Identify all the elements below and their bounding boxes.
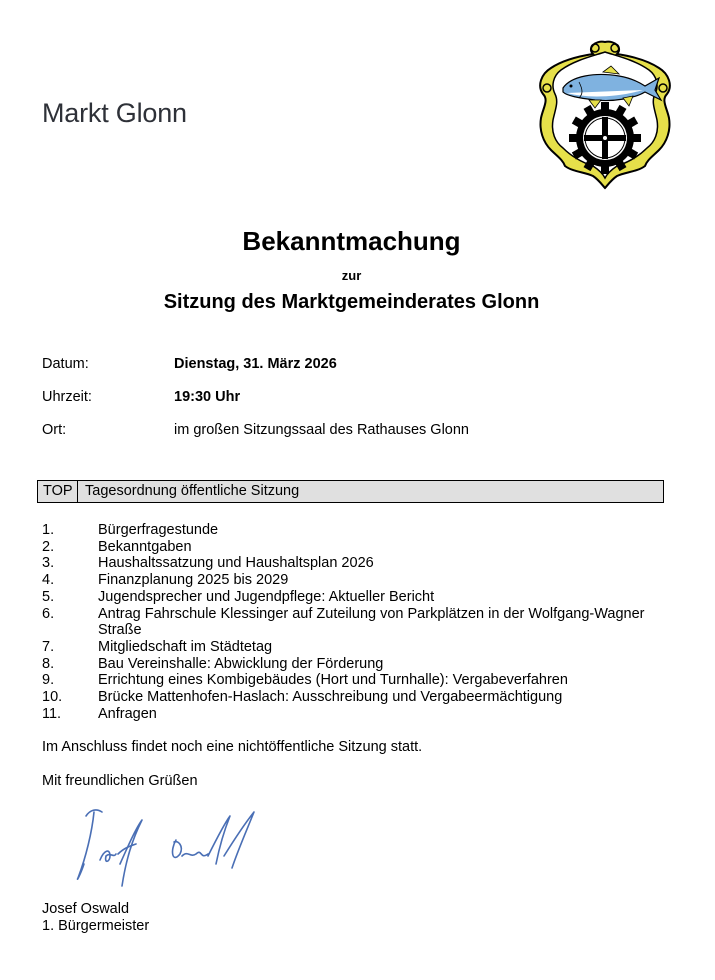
time-label: Uhrzeit: xyxy=(42,389,92,405)
organization-name: Markt Glonn xyxy=(42,98,187,128)
agenda-item-text: Antrag Fahrschule Klessinger auf Zuteilung von Parkplätzen in der Wolfgang-Wagner Straße xyxy=(98,605,645,639)
coat-of-arms-icon xyxy=(535,38,675,190)
date-value: Dienstag, 31. März 2026 xyxy=(174,356,337,372)
agenda-item-text: Bürgerfragestunde xyxy=(98,522,219,538)
agenda-item xyxy=(42,606,672,639)
agenda-item-number: 11. xyxy=(42,705,62,722)
agenda-item-number: 2. xyxy=(42,538,55,555)
agenda-item-number: 3. xyxy=(42,555,55,572)
agenda-item-text: Bau Vereinshalle: Abwicklung der Förderung xyxy=(98,655,384,672)
agenda-item xyxy=(42,589,672,606)
place-value: im großen Sitzungssaal des Rathauses Glonn xyxy=(174,422,469,438)
closing-note: Im Anschluss findet noch eine nichtöffentliche Sitzung statt. xyxy=(42,739,423,755)
agenda-item-text: Mitgliedschaft im Städtetag xyxy=(98,638,273,655)
agenda-header-title: Tagesordnung öffentliche Sitzung xyxy=(85,483,300,499)
agenda-item xyxy=(42,572,672,589)
agenda-item-number: 6. xyxy=(42,605,55,622)
agenda-item xyxy=(42,706,672,723)
agenda-item xyxy=(42,689,672,706)
agenda-item-number: 1. xyxy=(42,522,55,538)
agenda-item-number: 5. xyxy=(42,588,55,605)
signer-name: Josef Oswald xyxy=(42,901,130,917)
greeting: Mit freundlichen Grüßen xyxy=(42,773,198,789)
agenda-item xyxy=(42,672,672,689)
meeting-subtitle: Sitzung des Marktgemeinderates Glonn xyxy=(163,291,540,313)
agenda-item-text: Errichtung eines Kombigebäudes (Hort und Turnhalle): Vergabeverfahren xyxy=(98,672,568,689)
signer-block xyxy=(42,901,149,935)
agenda-item xyxy=(42,656,672,673)
agenda-item xyxy=(42,522,672,539)
time-value: 19:30 Uhr xyxy=(174,389,241,405)
agenda-item xyxy=(42,555,672,572)
document-title: Bekanntmachung xyxy=(242,226,461,256)
agenda-list xyxy=(42,522,672,722)
date-label: Datum: xyxy=(42,356,89,372)
agenda-header-top: TOP xyxy=(38,481,78,502)
agenda-item-text: Finanzplanung 2025 bis 2029 xyxy=(98,572,289,589)
agenda-item-number: 4. xyxy=(42,572,55,589)
agenda-item-number: 7. xyxy=(42,638,55,655)
agenda-item-number: 9. xyxy=(42,672,55,689)
agenda-item xyxy=(42,539,672,556)
agenda-item-text: Anfragen xyxy=(98,705,157,722)
agenda-item xyxy=(42,639,672,656)
agenda-item-number: 10. xyxy=(42,689,63,706)
signature-image xyxy=(66,802,276,892)
agenda-item-number: 8. xyxy=(42,655,55,672)
signer-role: 1. Bürgermeister xyxy=(42,918,150,934)
agenda-item-text: Brücke Mattenhofen-Haslach: Ausschreibung und Vergabeermächtigung xyxy=(98,689,563,706)
subtitle-connector: zur xyxy=(341,268,362,283)
agenda-item-text: Bekanntgaben xyxy=(98,538,192,555)
agenda-item-text: Haushaltssatzung und Haushaltsplan 2026 xyxy=(98,555,374,572)
agenda-table-header xyxy=(37,480,664,503)
place-label: Ort: xyxy=(42,422,67,438)
agenda-item-text: Jugendsprecher und Jugendpflege: Aktueller Bericht xyxy=(98,588,435,605)
